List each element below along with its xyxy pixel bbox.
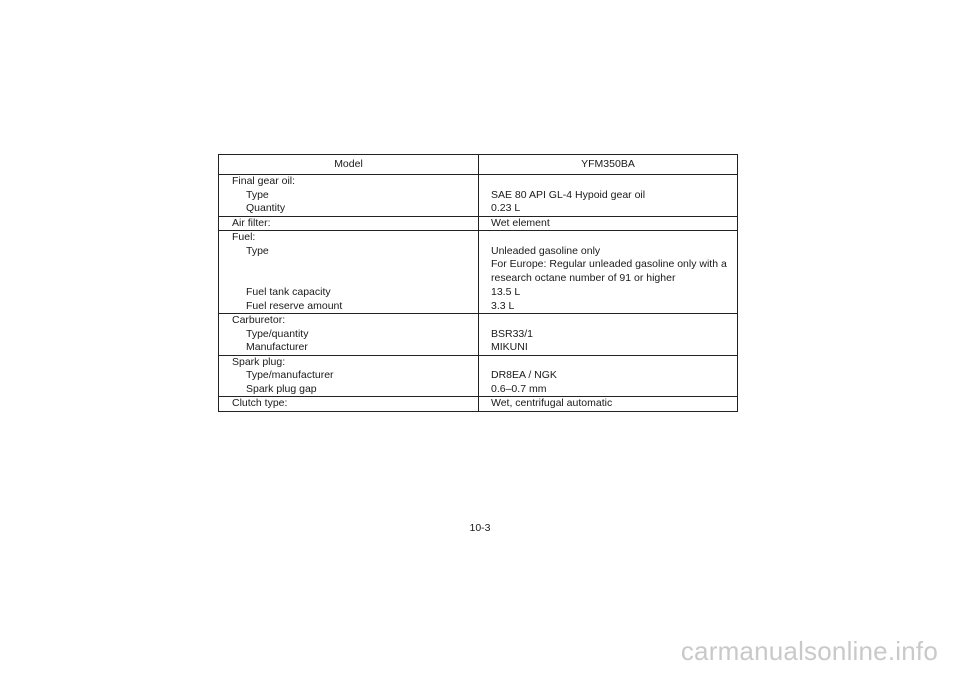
- table-row: [219, 383, 737, 397]
- group-air-filter: [219, 217, 737, 232]
- row-value: SAE 80 API GL-4 Hypoid gear oil: [491, 188, 646, 201]
- table-row: [219, 328, 737, 342]
- row-value: [479, 356, 737, 370]
- row-value: 3.3 L: [491, 299, 515, 312]
- group-final-gear-oil: [219, 175, 737, 217]
- group-spark-plug: [219, 356, 737, 398]
- table-row: [219, 300, 737, 314]
- row-label: Type/manufacturer: [219, 369, 479, 383]
- row-value: [479, 175, 737, 189]
- table-row: [219, 369, 737, 383]
- table-row: [219, 286, 737, 300]
- group-fuel: [219, 231, 737, 314]
- row-value: Wet, centrifugal automatic: [491, 397, 613, 409]
- row-label: Final gear oil:: [219, 175, 479, 189]
- group-carburetor: [219, 314, 737, 356]
- row-label: [219, 272, 479, 287]
- row-label: Fuel reserve amount: [219, 300, 479, 314]
- row-label: Spark plug:: [219, 356, 479, 370]
- table-row: [219, 341, 737, 355]
- row-label: Clutch type:: [219, 397, 479, 411]
- header-model-value: YFM350BA: [581, 158, 635, 170]
- row-value: BSR33/1: [491, 327, 534, 340]
- table-row: [219, 231, 737, 245]
- row-label: [219, 258, 479, 272]
- page-number: 10-3: [469, 522, 491, 534]
- table-row: [219, 245, 737, 259]
- row-label: Fuel tank capacity: [219, 286, 479, 300]
- row-label: Spark plug gap: [219, 383, 479, 397]
- row-label: Quantity: [219, 202, 479, 216]
- table-row: [219, 314, 737, 328]
- row-value: MIKUNI: [491, 341, 528, 353]
- table-row: [219, 175, 737, 189]
- table-row: [219, 272, 737, 287]
- table-row: [219, 258, 737, 272]
- row-label: Type: [219, 245, 479, 259]
- table-row: [219, 397, 737, 411]
- row-value: research octane number of 91 or higher: [491, 271, 676, 284]
- watermark: carmanualsonline.info: [680, 636, 938, 666]
- group-clutch: [219, 397, 737, 411]
- table-header: [219, 155, 737, 175]
- row-value: [479, 314, 737, 328]
- row-value: DR8EA / NGK: [491, 369, 557, 381]
- header-model: Model: [219, 155, 479, 174]
- table-row: [219, 217, 737, 231]
- specifications-table: [218, 154, 738, 412]
- table-row: [219, 356, 737, 370]
- row-value: Wet element: [491, 216, 550, 229]
- row-label: Type: [219, 189, 479, 203]
- row-value: 0.23 L: [491, 202, 521, 214]
- row-value: For Europe: Regular unleaded gasoline only with a: [491, 258, 727, 270]
- row-label: Fuel:: [219, 231, 479, 245]
- row-label: Type/quantity: [219, 328, 479, 342]
- row-label: Carburetor:: [219, 314, 479, 328]
- row-value: [479, 231, 737, 245]
- table-row: [219, 189, 737, 203]
- table-row: [219, 202, 737, 216]
- row-label: Manufacturer: [219, 341, 479, 355]
- row-value: Unleaded gasoline only: [491, 244, 601, 257]
- row-label: Air filter:: [219, 217, 479, 231]
- row-value: 13.5 L: [491, 286, 521, 298]
- row-value: 0.6–0.7 mm: [491, 382, 547, 395]
